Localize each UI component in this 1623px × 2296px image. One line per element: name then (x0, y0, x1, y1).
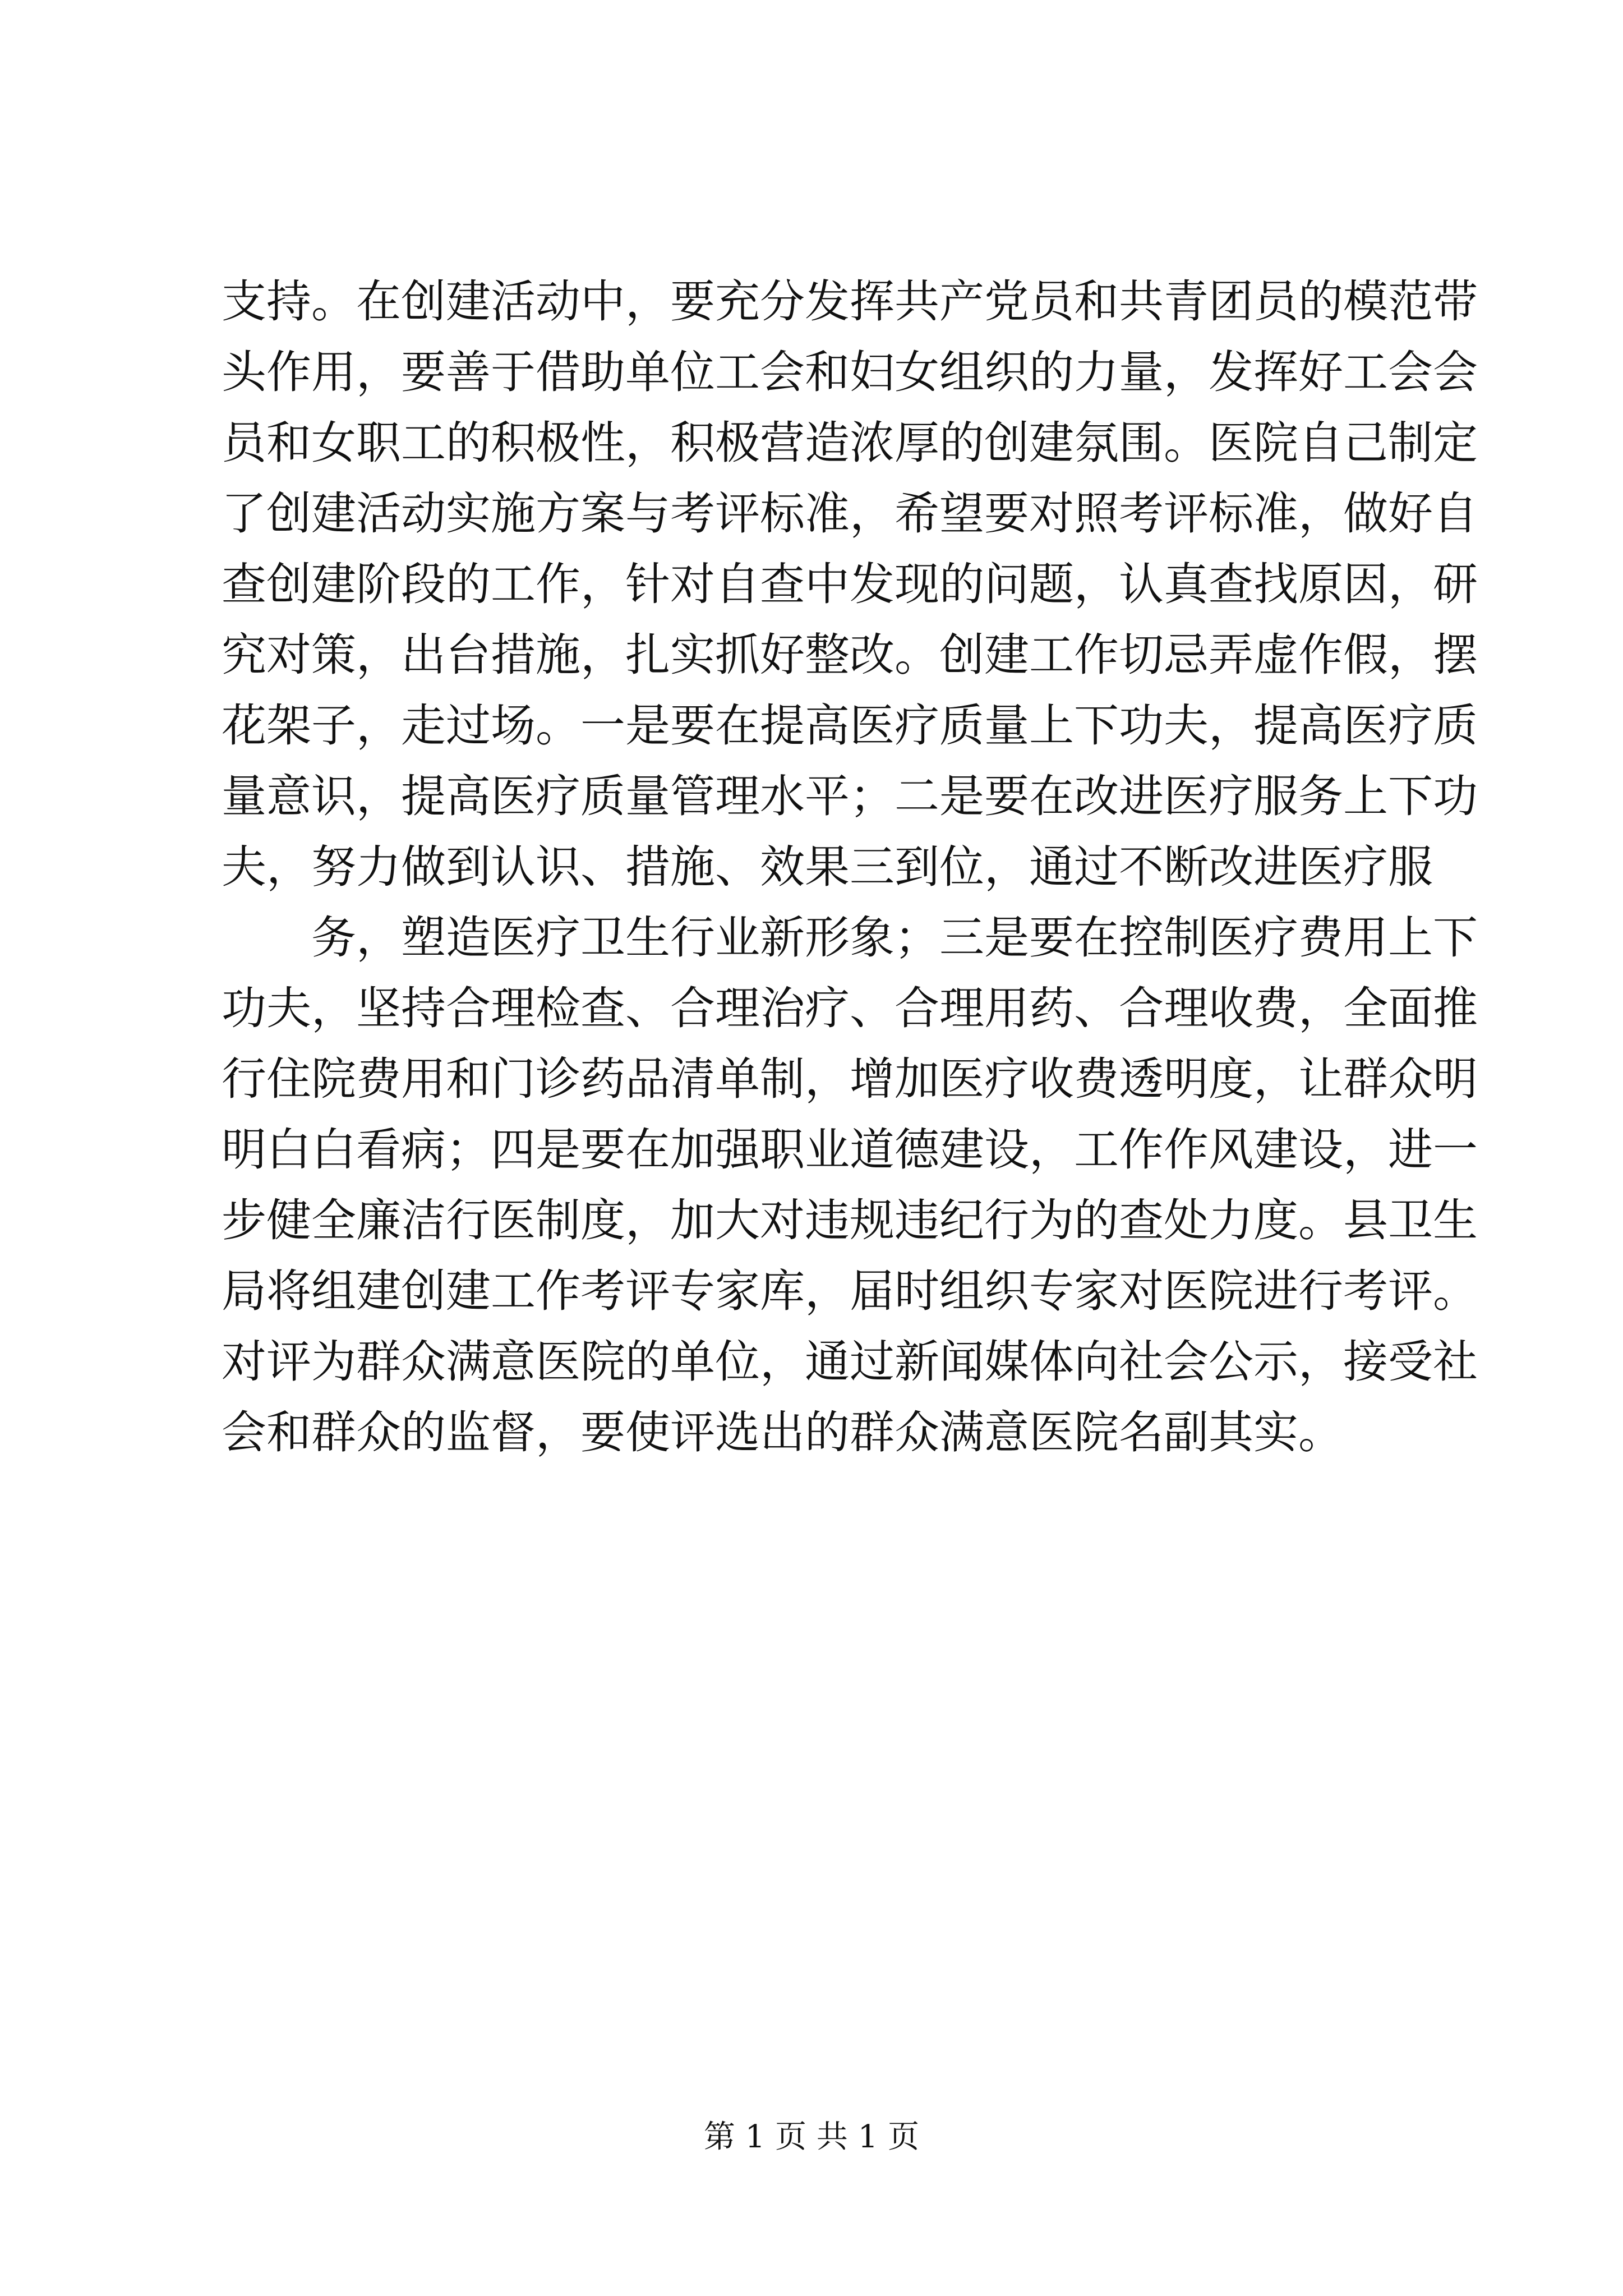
text-line: 步健全廉洁行医制度，加大对违规违纪行为的查处力度。县卫生 (222, 1194, 1478, 1246)
text-line: 行住院费用和门诊药品清单制，增加医疗收费透明度，让群众明 (222, 1053, 1478, 1105)
text-line-indented: 务，塑造医疗卫生行业新形象；三是要在控制医疗费用上下 (311, 912, 1478, 964)
text-line: 对评为群众满意医院的单位，通过新闻媒体向社会公示，接受社 (222, 1336, 1478, 1388)
text-line: 夫，努力做到认识、措施、效果三到位，通过不断改进医疗服 (222, 841, 1433, 893)
text-line: 头作用，要善于借助单位工会和妇女组织的力量，发挥好工会会 (222, 346, 1478, 398)
text-line: 了创建活动实施方案与考评标准，希望要对照考评标准，做好自 (222, 487, 1478, 540)
text-line: 量意识，提高医疗质量管理水平；二是要在改进医疗服务上下功 (222, 770, 1478, 822)
page-number-footer: 第 1 页 共 1 页 (703, 2119, 920, 2155)
text-line: 局将组建创建工作考评专家库，届时组织专家对医院进行考评。 (222, 1265, 1478, 1317)
text-line: 员和女职工的积极性，积极营造浓厚的创建氛围。医院自己制定 (222, 417, 1478, 469)
text-line: 究对策，出台措施，扎实抓好整改。创建工作切忌弄虚作假，摆 (222, 629, 1478, 681)
text-line: 花架子，走过场。一是要在提高医疗质量上下功夫，提高医疗质 (222, 700, 1478, 752)
text-line: 明白白看病；四是要在加强职业道德建设，工作作风建设，进一 (222, 1124, 1478, 1176)
text-line: 查创建阶段的工作，针对自查中发现的问题，认真查找原因，研 (222, 558, 1478, 610)
text-line: 功夫，坚持合理检查、合理治疗、合理用药、合理收费，全面推 (222, 982, 1478, 1034)
text-line: 支持。在创建活动中，要充分发挥共产党员和共青团员的模范带 (222, 275, 1478, 328)
text-line: 会和群众的监督，要使评选出的群众满意医院名副其实。 (222, 1406, 1343, 1458)
